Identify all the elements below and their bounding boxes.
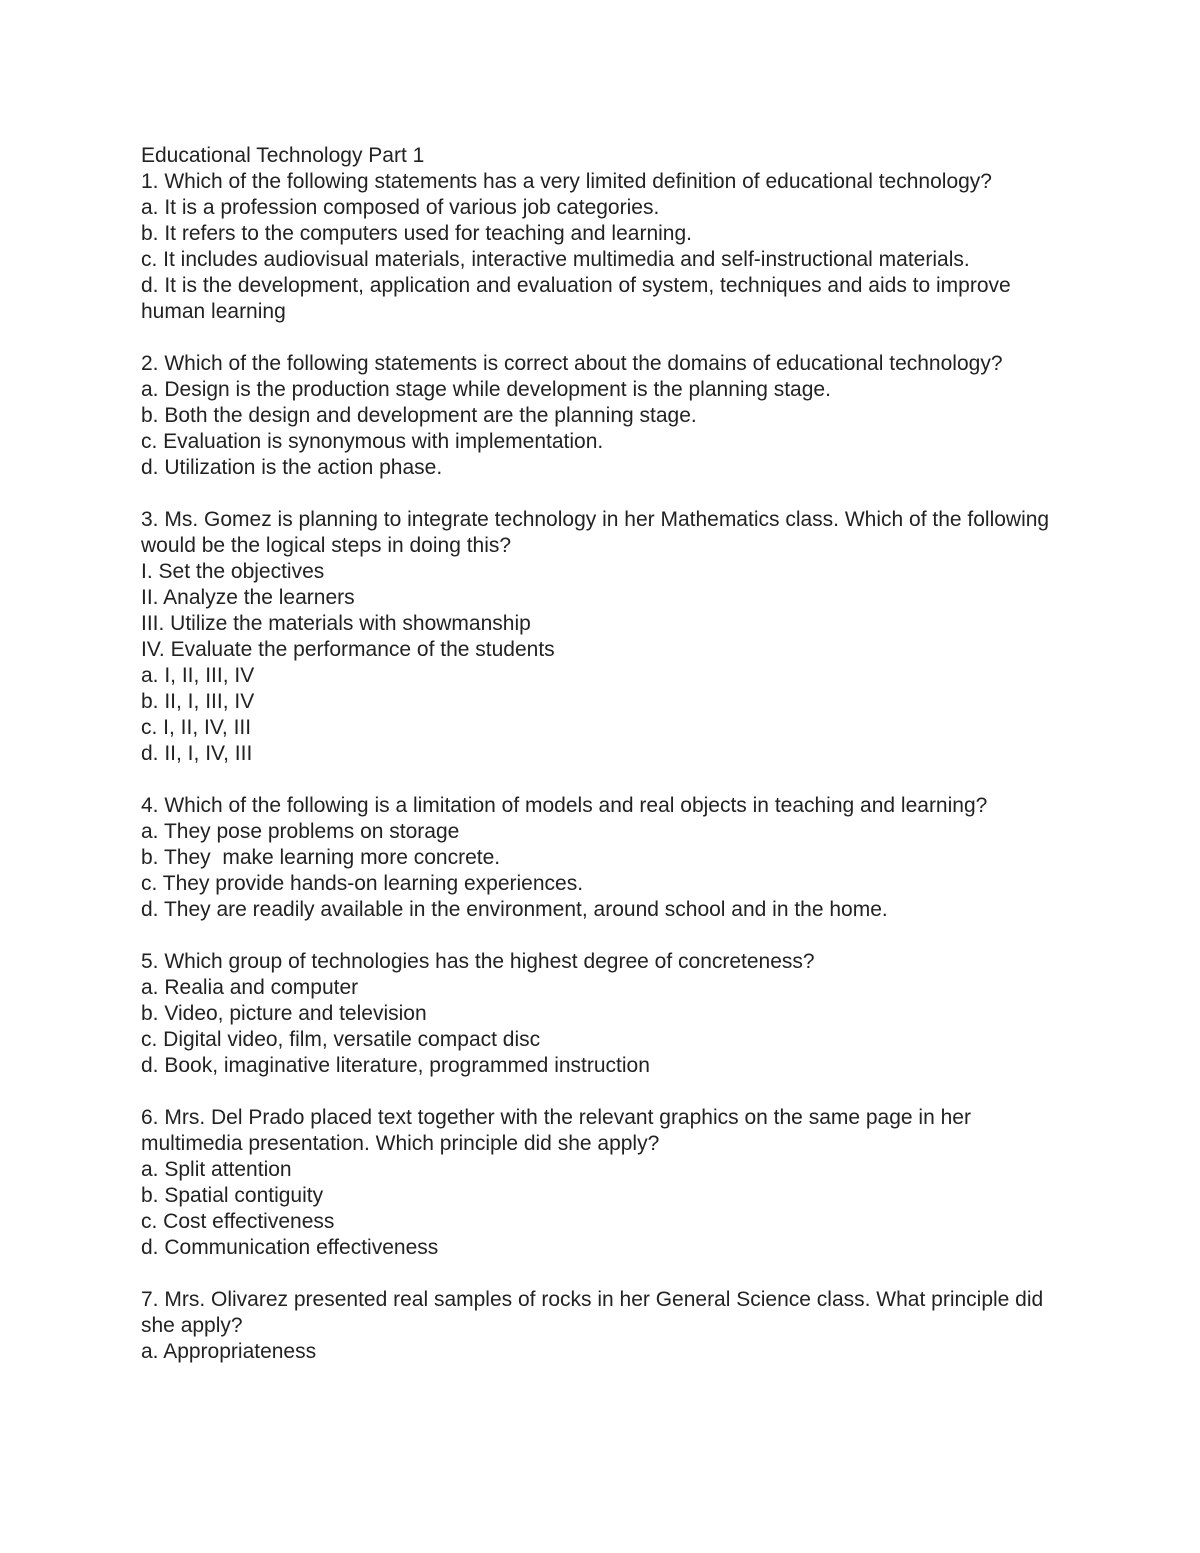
question-stem: 2. Which of the following statements is correct about the domains of educational technology? — [141, 352, 1003, 375]
step-item: IV. Evaluate the performance of the students — [141, 638, 555, 661]
answer-option: c. I, II, IV, III — [141, 716, 252, 739]
answer-option: c. Cost effectiveness — [141, 1210, 335, 1233]
answer-option: c. It includes audiovisual materials, interactive multimedia and self-instructional materials. — [141, 248, 970, 271]
answer-option: c. Evaluation is synonymous with implementation. — [141, 430, 604, 453]
answer-option: b. Both the design and development are the planning stage. — [141, 404, 697, 427]
answer-option: a. Realia and computer — [141, 976, 359, 999]
answer-option: c. Digital video, film, versatile compact disc — [141, 1028, 541, 1051]
question-stem: 3. Ms. Gomez is planning to integrate technology in her Mathematics class. Which of the following would be the logical steps in doing this? — [141, 508, 1055, 557]
answer-option: a. It is a profession composed of various job categories. — [141, 196, 660, 219]
answer-option: a. Appropriateness — [141, 1340, 317, 1363]
question-2 — [141, 351, 1071, 481]
answer-option: d. It is the development, application and evaluation of system, techniques and aids to improve human learning — [141, 274, 1017, 323]
answer-option: a. I, II, III, IV — [141, 664, 255, 687]
answer-option: a. Design is the production stage while development is the planning stage. — [141, 378, 831, 401]
question-stem: 6. Mrs. Del Prado placed text together with the relevant graphics on the same page in her multimedia presentation. Which principle did she apply? — [141, 1106, 977, 1155]
answer-option: d. II, I, IV, III — [141, 742, 253, 765]
question-6 — [141, 1105, 1071, 1261]
question-5 — [141, 949, 1071, 1079]
question-7 — [141, 1287, 1071, 1365]
answer-option: c. They provide hands-on learning experiences. — [141, 872, 584, 895]
question-stem: 4. Which of the following is a limitation of models and real objects in teaching and learning? — [141, 794, 988, 817]
answer-option: b. They make learning more concrete. — [141, 846, 501, 869]
question-3 — [141, 507, 1071, 767]
document-title: Educational Technology Part 1 — [141, 144, 425, 167]
answer-option: a. Split attention — [141, 1158, 292, 1181]
question-4 — [141, 793, 1071, 923]
step-item: I. Set the objectives — [141, 560, 325, 583]
question-1 — [141, 169, 1071, 325]
answer-option: a. They pose problems on storage — [141, 820, 460, 843]
question-stem: 1. Which of the following statements has a very limited definition of educational technology? — [141, 170, 992, 193]
answer-option: b. II, I, III, IV — [141, 690, 255, 713]
answer-option: d. Book, imaginative literature, programmed instruction — [141, 1054, 650, 1077]
step-item: II. Analyze the learners — [141, 586, 355, 609]
answer-option: b. Video, picture and television — [141, 1002, 427, 1025]
question-stem: 7. Mrs. Olivarez presented real samples of rocks in her General Science class. What principle did she apply? — [141, 1288, 1050, 1337]
answer-option: d. They are readily available in the environment, around school and in the home. — [141, 898, 888, 921]
step-item: III. Utilize the materials with showmanship — [141, 612, 531, 635]
answer-option: b. It refers to the computers used for teaching and learning. — [141, 222, 692, 245]
answer-option: b. Spatial contiguity — [141, 1184, 324, 1207]
answer-option: d. Communication effectiveness — [141, 1236, 439, 1259]
document-page — [141, 143, 1071, 1365]
question-stem: 5. Which group of technologies has the highest degree of concreteness? — [141, 950, 815, 973]
answer-option: d. Utilization is the action phase. — [141, 456, 443, 479]
